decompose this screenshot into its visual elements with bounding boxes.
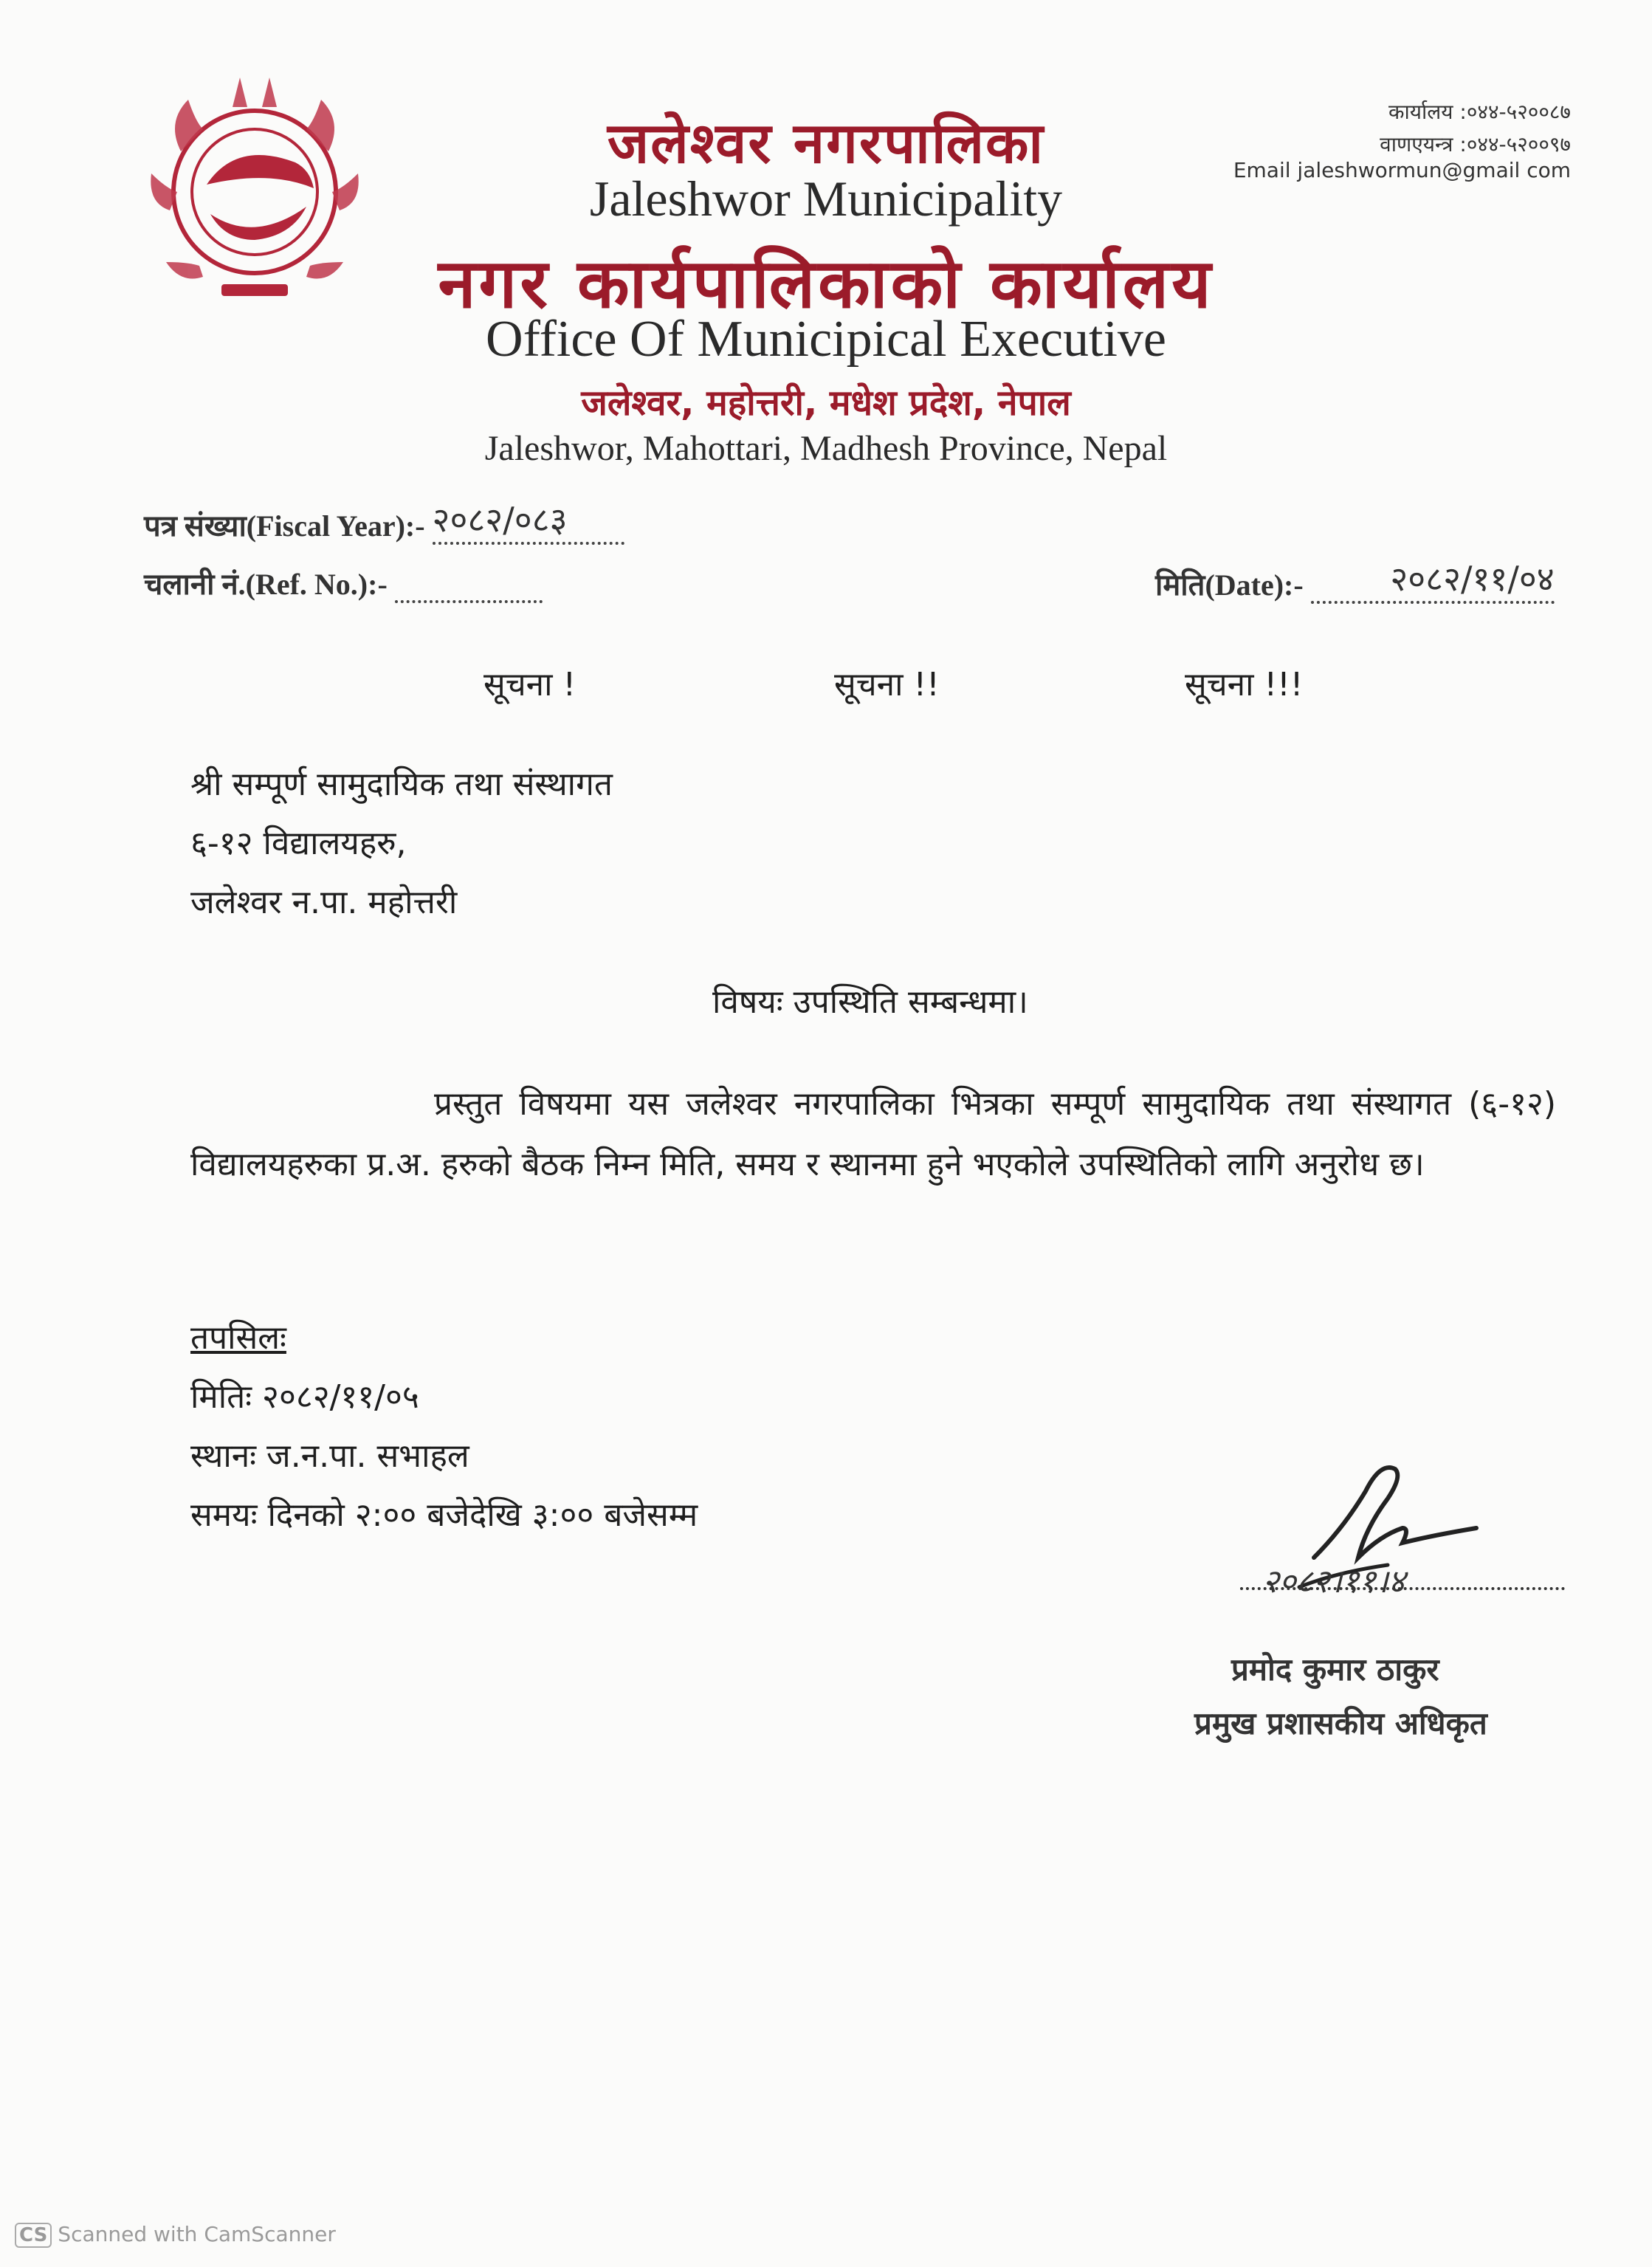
camscanner-logo-icon: CS: [15, 2223, 52, 2248]
office-name-nepali: नगर कार्यपालिकाको कार्यालय: [438, 244, 1214, 323]
meeting-place: स्थानः ज.न.पा. सभाहल: [190, 1437, 469, 1475]
recipient-line-3: जलेश्वर न.पा. महोत्तरी: [190, 884, 458, 921]
municipality-name-nepali: जलेश्वर नगरपालिका: [607, 110, 1045, 176]
scanner-footer: [15, 2222, 336, 2248]
body-text: प्रस्तुत विषयमा यस जलेश्वर नगरपालिका भित्रका सम्पूर्ण सामुदायिक तथा संस्थागत (६-१२) विद्यालयहरुका प्र.अ. हरुको बैठक निम्न मिति, समय र स्थानमा हुने भएकोले उपस्थितिको लागि अनुरोध छ।: [190, 1085, 1556, 1183]
details-heading: तपसिलः: [190, 1319, 286, 1357]
date-value: २०८२/११/०४: [1311, 555, 1555, 604]
fiscal-year-row: [144, 496, 624, 545]
date-row: [1155, 555, 1555, 604]
fiscal-year-value: २०८२/०८३: [433, 496, 624, 545]
body-paragraph: [190, 1074, 1556, 1195]
address-nepali: जलेश्वर, महोत्तरी, मधेश प्रदेश, नेपाल: [581, 382, 1071, 424]
fiscal-year-label: पत्र संख्या(Fiscal Year):-: [144, 509, 425, 543]
date-label: मिति(Date):-: [1155, 568, 1304, 602]
signature-line: [1240, 1587, 1565, 1590]
meeting-date: मितिः २०८२/११/०५: [190, 1378, 419, 1416]
fax-phone: वाणएयन्त्र :०४४-५२००९७: [1380, 132, 1571, 156]
meeting-time: समयः दिनको २:०० बजेदेखि ३:०० बजेसम्म: [190, 1496, 698, 1534]
notice-heading-1: सूचना !: [483, 666, 577, 704]
reference-number-blank: [395, 578, 543, 603]
signatory-name: प्रमोद कुमार ठाकुर: [1231, 1651, 1439, 1688]
notice-heading-2: सूचना !!: [834, 666, 940, 704]
office-name-english: Office Of Municipical Executive: [486, 311, 1166, 368]
recipient-line-1: श्री सम्पूर्ण सामुदायिक तथा संस्थागत: [190, 766, 613, 803]
email-address: Email jaleshwormun@gmail com: [1233, 158, 1571, 182]
reference-number-label: चलानी नं.(Ref. No.):-: [144, 568, 388, 601]
municipality-name-english: Jaleshwor Municipality: [589, 171, 1063, 227]
address-english: Jaleshwor, Mahottari, Madhesh Province, Nepal: [484, 429, 1168, 468]
signatory-title: प्रमुख प्रशासकीय अधिकृत: [1194, 1705, 1487, 1741]
office-phone: कार्यालय :०४४-५२००८७: [1388, 100, 1571, 124]
subject-line: विषयः उपस्थिति सम्बन्धमा।: [712, 983, 1028, 1021]
recipient-line-2: ६-१२ विद्यालयहरु,: [190, 825, 407, 862]
notice-heading-3: सूचना !!!: [1185, 666, 1304, 704]
scanner-footer-text: Scanned with CamScanner: [58, 2222, 336, 2246]
signature-date: २०८२।११।४: [1262, 1563, 1405, 1600]
reference-number-row: [144, 563, 543, 603]
